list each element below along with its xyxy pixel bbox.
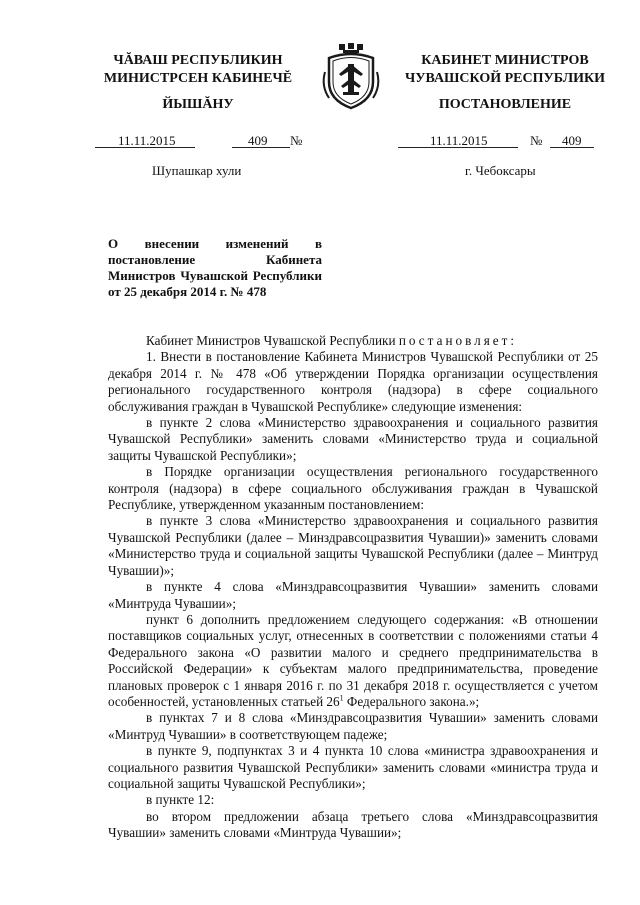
paragraph-2: в пункте 2 слова «Министерство здравоохранения и социального развития Чувашской Республики» заменить словами «Министерство труда и социальной защиты Чувашской Республики»; <box>108 415 598 463</box>
header-right-line2: ЧУВАШСКОЙ РЕСПУБЛИКИ <box>404 71 606 86</box>
paragraph-6-superscript: 1 <box>339 693 344 703</box>
left-number: 409 <box>248 133 268 148</box>
intro-paragraph <box>108 333 598 349</box>
document-title: О внесении изменений в постановление Кабинета Министров Чувашской Республики от 25 декабря 2014 г. № 478 <box>108 236 322 299</box>
paragraph-7: в пунктах 7 и 8 слова «Минздравсоцразвития Чувашии» заменить словами «Минтруд Чувашии» в соответствующем падеже; <box>108 710 598 742</box>
left-number-sign: № <box>290 133 303 148</box>
paragraph-8: в пункте 9, подпунктах 3 и 4 пункта 10 слова «министра здравоохранения и социального развития Чувашской Республики» заменить словами «министра труда и социальной защиты Чувашской Республики»; <box>108 743 598 791</box>
paragraph-4: в пункте 3 слова «Министерство здравоохранения и социального развития Чувашской Республики (далее – Минздравсоцразвития Чувашии)» заменить словами «Министерство труда и социальной защиты Чувашской Республики (далее – Минтруд Чувашии)»; <box>108 513 598 578</box>
right-date: 11.11.2015 <box>430 133 488 148</box>
header-right-line1: КАБИНЕТ МИНИСТРОВ <box>421 53 589 68</box>
header-left <box>88 52 308 88</box>
paragraph-6-end: Федерального закона.»; <box>343 693 480 709</box>
header-left-line1: ЧĂВАШ РЕСПУБЛИКИН <box>113 53 283 68</box>
paragraph-10: во втором предложении абзаца третьего слова «Минздравсоцразвития Чувашии» заменить словами «Минтруда Чувашии»; <box>108 808 598 841</box>
right-number: 409 <box>562 133 582 148</box>
emblem-icon <box>319 42 383 112</box>
doc-type-right: ПОСТАНОВЛЕНИЕ <box>438 97 572 112</box>
paragraph-6-text: пункт 6 дополнить предложением следующего содержания: «В отношении поставщиков социальных услуг, отнесенных в соответствии с положениями статьи 4 Федерального закона «О развитии малого и среднего предпринимательства в Российской Федерации» к субъектам малого предпринимательства, проведение плановых проверок с 1 января 2016 г. по 31 декабря 2018 г. осуществляется с учетом особенностей, установленных статьей 26 <box>108 611 598 709</box>
paragraph-5: в пункте 4 слова «Минздравсоцразвития Чувашии» заменить словами «Минтруда Чувашии»; <box>108 579 598 611</box>
place-right: г. Чебоксары <box>465 163 536 178</box>
intro-decree-word: постановляет: <box>398 333 518 348</box>
header-left-line2: МИНИСТРСЕН КАБИНЕЧĔ <box>103 71 293 86</box>
paragraph-6 <box>108 612 598 710</box>
place-left: Шупашкар хули <box>152 163 242 178</box>
header-right <box>390 52 620 88</box>
paragraph-9: в пункте 12: <box>146 792 215 808</box>
paragraph-1: 1. Внести в постановление Кабинета Министров Чувашской Республики от 25 декабря 2014 г. № 478 «Об утверждении Порядка организации осуществления регионального государственного контроля (надзора) в сфере социального обслуживания граждан в Чувашской Республике» следующие изменения: <box>108 349 598 414</box>
doc-type-left: ЙЫШĂНУ <box>162 97 234 112</box>
paragraph-3: в Порядке организации осуществления регионального государственного контроля (надзора) в сфере социального обслуживания граждан в Чувашской Республике, утвержденном указанным постановлением: <box>108 464 598 513</box>
left-date: 11.11.2015 <box>118 133 176 148</box>
intro-prefix: Кабинет Министров Чувашской Республики <box>146 333 399 348</box>
right-number-sign: № <box>530 133 543 148</box>
document-body <box>108 333 598 842</box>
